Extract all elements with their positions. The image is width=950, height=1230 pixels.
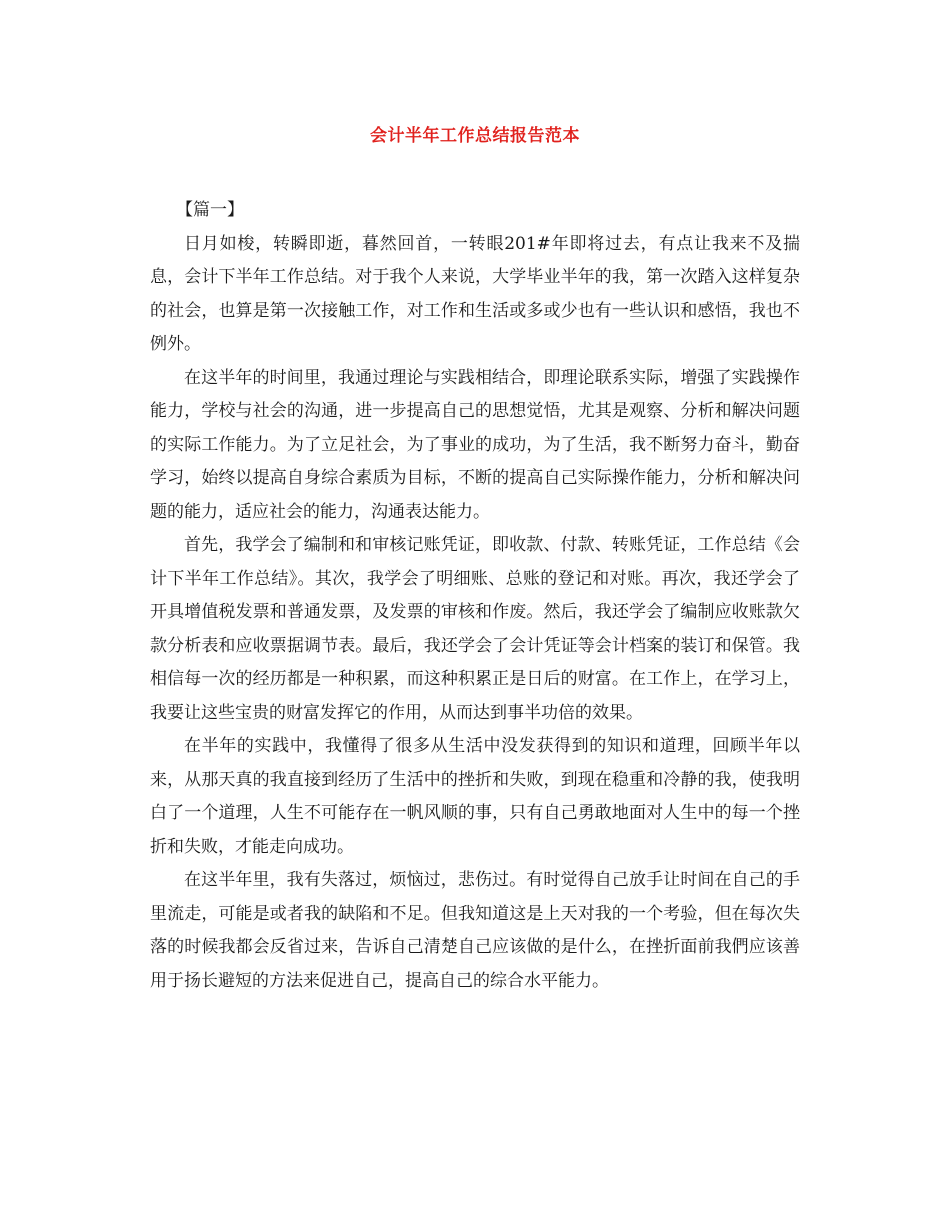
paragraph-2: 在这半年的时间里，我通过理论与实践相结合，即理论联系实际，增强了实践操作能力，学校与社会的沟通，进一步提高自己的思想觉悟，尤其是观察、分析和解决问题的实际工作能力。为了立足社会，为了事业的成功，为了生活，我不断努力奋斗，勤奋学习，始终以提高自身综合素质为目标，不断的提高自己实际操作能力，分析和解决问题的能力，适应社会的能力，沟通表达能力。: [150, 367, 800, 522]
section-heading: 【篇一】: [176, 200, 244, 220]
document-body: [150, 194, 800, 998]
paragraph-1: 日月如梭，转瞬即逝，暮然回首，一转眼201#年即将过去，有点让我来不及揣息，会计下半年工作总结。对于我个人来说，大学毕业半年的我，第一次踏入这样复杂的社会，也算是第一次接触工作，对工作和生活或多或少也有一些认识和感悟，我也不例外。: [150, 233, 800, 354]
paragraph-4: 在半年的实践中，我懂得了很多从生活中没发获得到的知识和道理，回顾半年以来，从那天真的我直接到经历了生活中的挫折和失败，到现在稳重和冷静的我，使我明白了一个道理，人生不可能存在一帆风顺的事，只有自己勇敢地面对人生中的每一个挫折和失败，才能走向成功。: [150, 736, 800, 857]
paragraph-3: 首先，我学会了编制和和审核记账凭证，即收款、付款、转账凭证，工作总结《会计下半年工作总结》。其次，我学会了明细账、总账的登记和对账。再次，我还学会了开具增值税发票和普通发票，及发票的审核和作废。然后，我还学会了编制应收账款欠款分析表和应收票据调节表。最后，我还学会了会计凭证等会计档案的装订和保管。我相信每一次的经历都是一种积累，而这种积累正是日后的财富。在工作上，在学习上，我要让这些宝贵的财富发挥它的作用，从而达到事半功倍的效果。: [150, 535, 800, 723]
paragraph-5: 在这半年里，我有失落过，烦恼过，悲伤过。有时觉得自己放手让时间在自己的手里流走，可能是或者我的缺陷和不足。但我知道这是上天对我的一个考验，但在每次失落的时候我都会反省过来，告诉自己清楚自己应该做的是什么，在挫折面前我們应该善用于扬长避短的方法来促进自己，提高自己的综合水平能力。: [150, 870, 800, 991]
document-title: 会计半年工作总结报告范本: [370, 126, 580, 146]
